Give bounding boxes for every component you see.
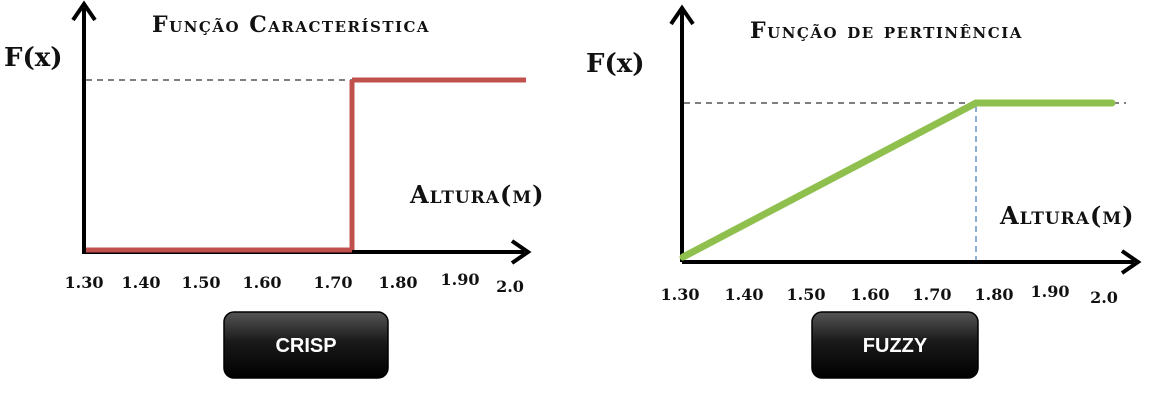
- crisp-x-tick-label: 1.90: [440, 270, 480, 289]
- crisp-badge: [224, 312, 388, 378]
- fuzzy-series-segment-1: [683, 103, 976, 257]
- crisp-chart: [4, 4, 545, 378]
- fuzzy-x-tick-label: 1.80: [974, 285, 1014, 304]
- fuzzy-chart-title: Função de pertinência: [750, 18, 1023, 44]
- crisp-x-tick-label: 1.80: [378, 273, 418, 292]
- fuzzy-x-axis-label: Altura(m): [1000, 201, 1135, 230]
- fuzzy-series: [683, 103, 1112, 257]
- fuzzy-x-tick-label: 2.0: [1090, 288, 1118, 307]
- fuzzy-x-tick-label: 1.30: [660, 285, 700, 304]
- crisp-series: [86, 80, 526, 250]
- fuzzy-badge-label: FUZZY: [862, 335, 928, 357]
- crisp-x-tick-label: 1.70: [313, 273, 353, 292]
- crisp-badge-label: CRISP: [275, 335, 337, 357]
- fuzzy-x-tick-label: 1.70: [912, 285, 952, 304]
- crisp-x-tick-label: 1.40: [121, 273, 161, 292]
- crisp-x-tick-label: 2.0: [496, 277, 524, 296]
- fuzzy-y-axis-label: F(x): [586, 49, 645, 79]
- fuzzy-x-tick-label: 1.60: [850, 285, 890, 304]
- crisp-x-tick-label: 1.30: [64, 273, 104, 292]
- crisp-x-tick-labels: [65, 270, 524, 296]
- fuzzy-chart: [586, 8, 1138, 378]
- fuzzy-x-tick-labels: [661, 282, 1118, 307]
- fuzzy-badge: [812, 312, 978, 378]
- crisp-x-tick-label: 1.50: [181, 273, 221, 292]
- crisp-chart-title: Função Característica: [152, 12, 431, 38]
- fuzzy-x-tick-label: 1.40: [724, 285, 764, 304]
- fuzzy-x-tick-label: 1.90: [1030, 282, 1070, 301]
- crisp-y-axis-label: F(x): [4, 43, 63, 73]
- fuzzy-x-tick-label: 1.50: [786, 285, 826, 304]
- crisp-x-tick-label: 1.60: [242, 273, 282, 292]
- crisp-x-axis-label: Altura(m): [410, 180, 545, 209]
